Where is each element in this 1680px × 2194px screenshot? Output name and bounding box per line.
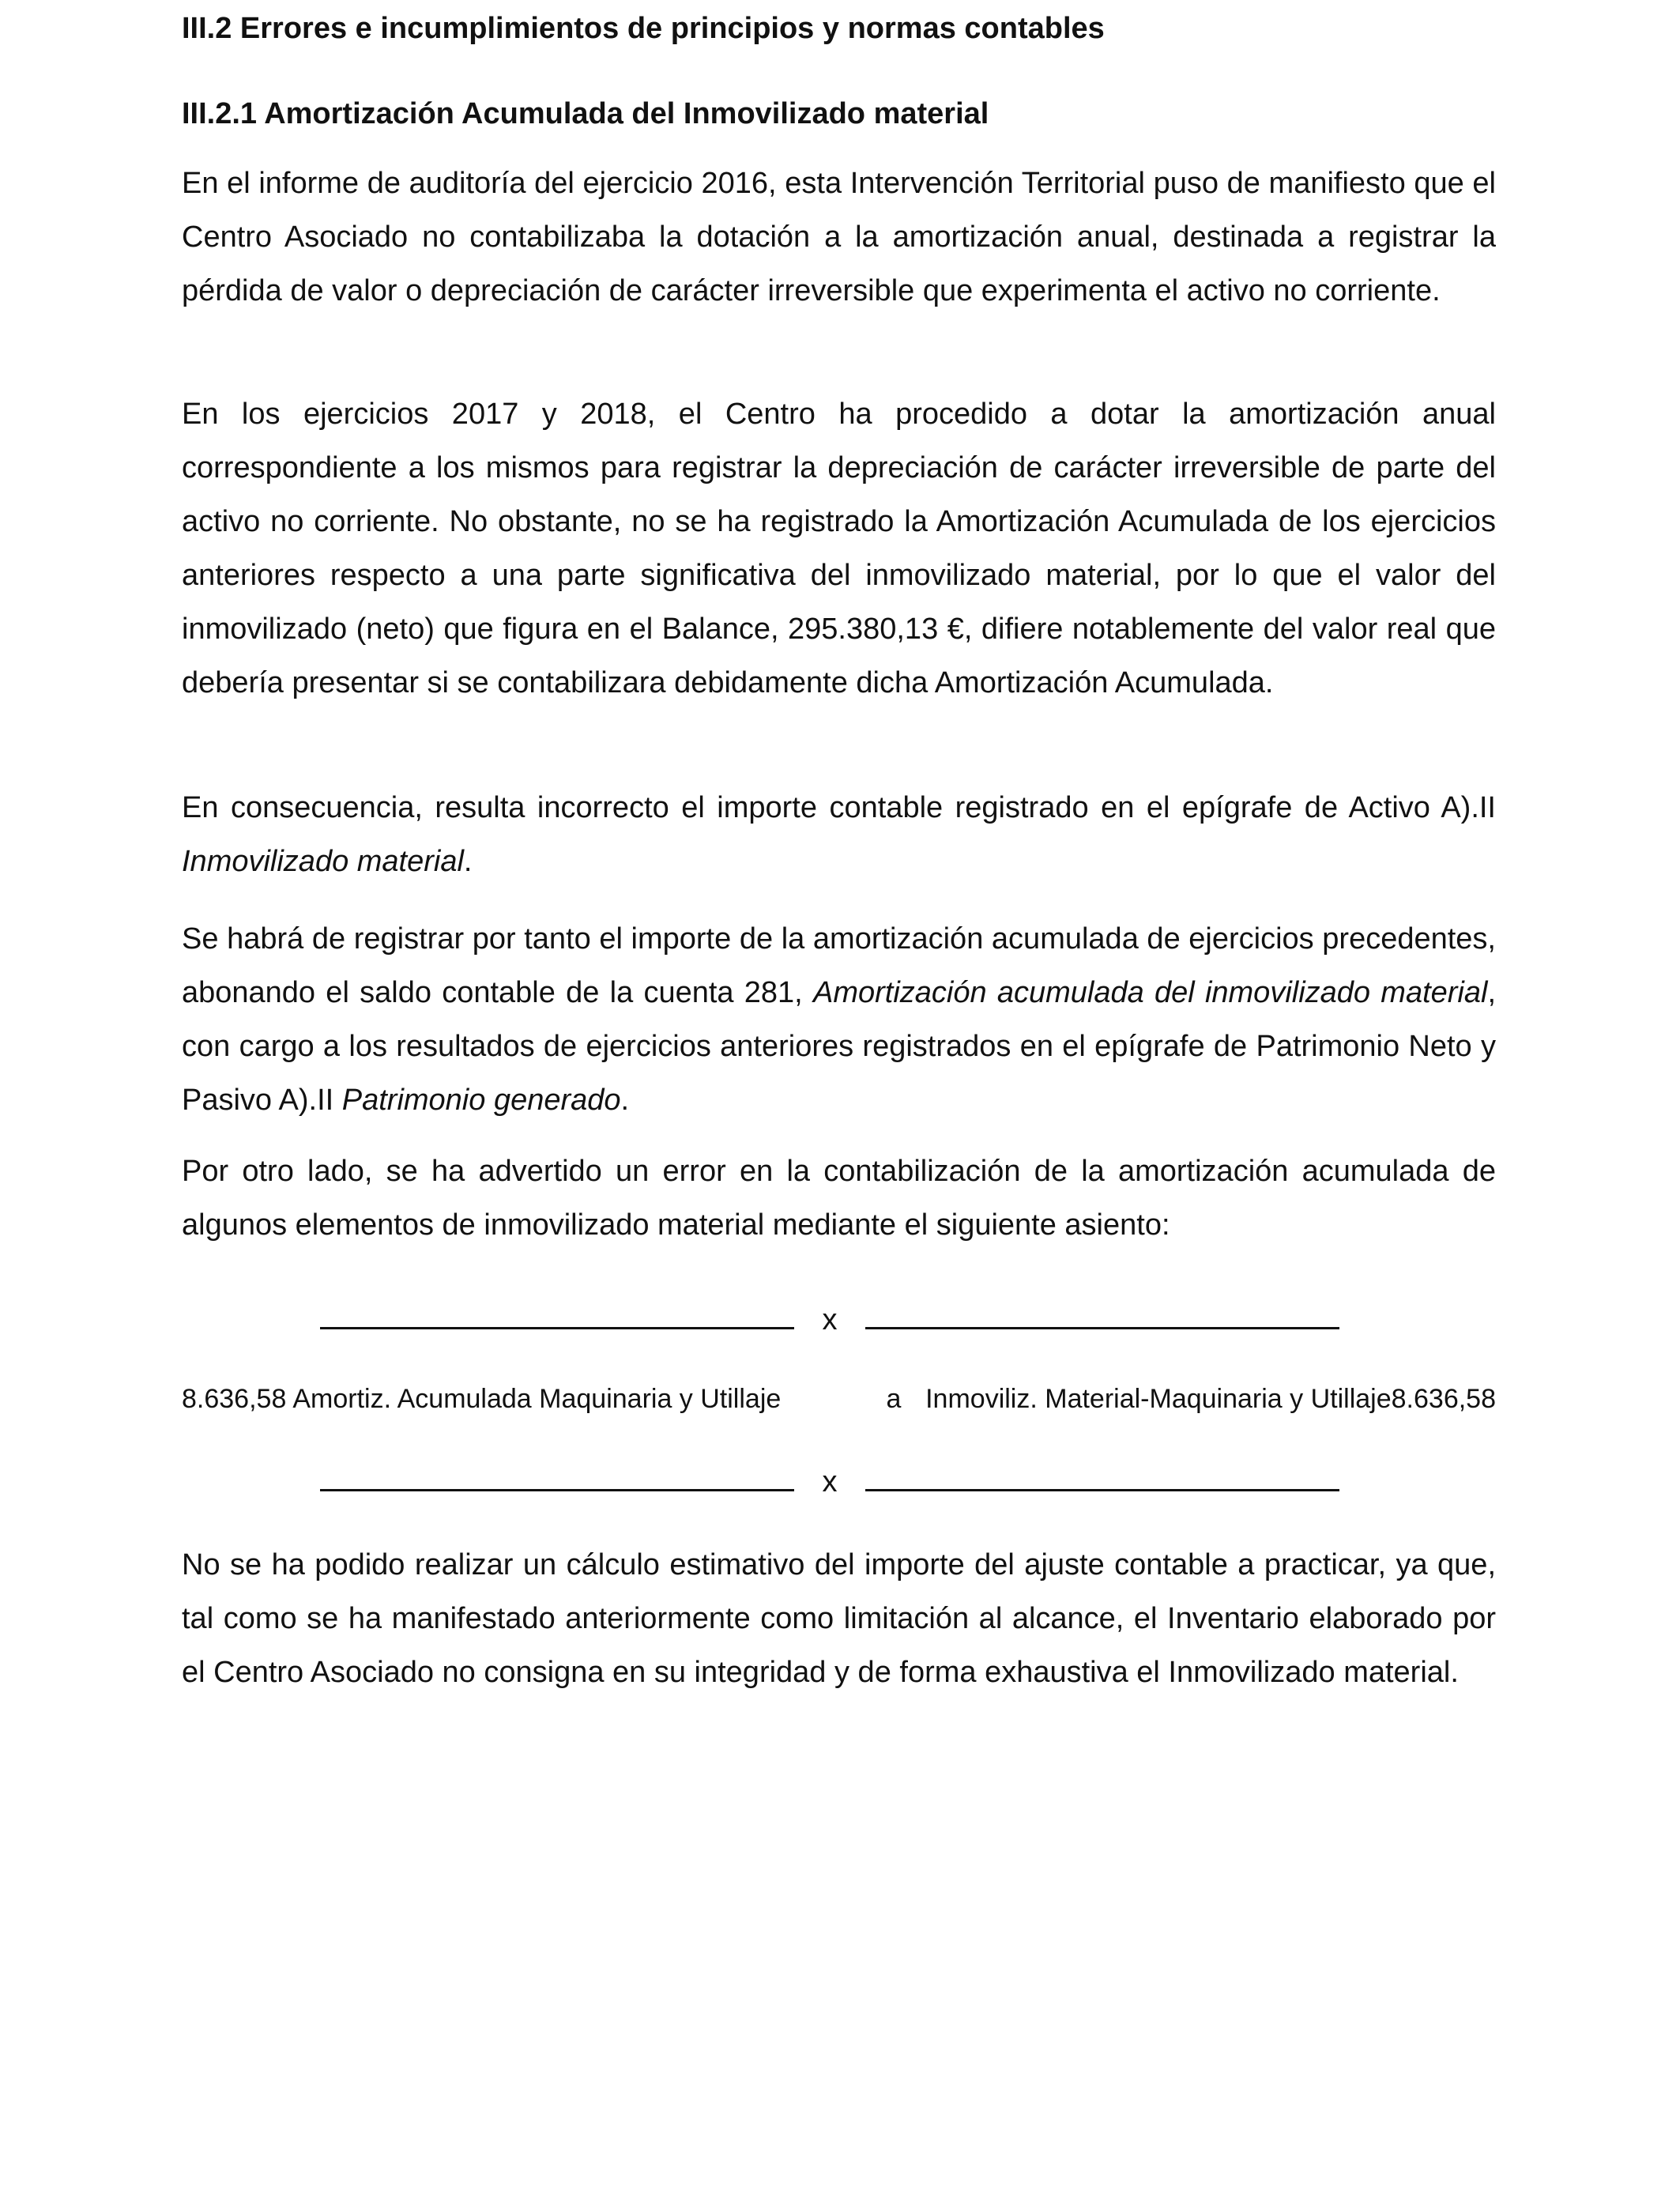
paragraph-registration xyxy=(182,912,1496,1127)
entry-connector: a xyxy=(886,1384,902,1414)
paragraph-registration-text-1: Se habrá de registrar por tanto el importe de la amortización acumulada de ejercicios precedentes, abonando el saldo contable de la cuenta 281, xyxy=(182,922,1496,1009)
paragraph-audit-2016: En el informe de auditoría del ejercicio 2016, esta Intervención Territorial puso de manifiesto que el Centro Asociado no contabilizaba la dotación a la amortización anual, destinada a registrar la pérdida de valor o depreciación de carácter irreversible que experimenta el activo no corriente. xyxy=(182,167,1496,307)
separator-line-left xyxy=(320,1327,794,1329)
journal-separator-top xyxy=(320,1296,1339,1336)
credit-amount: 8.636,58 xyxy=(1391,1384,1496,1414)
paragraph-consequence-italic: Inmovilizado material xyxy=(182,845,464,878)
separator-mark: x xyxy=(822,1465,838,1498)
credit-account: Inmoviliz. Material-Maquinaria y Utillaje xyxy=(925,1384,1392,1414)
paragraph-registration-text-2: , con cargo a los resultados de ejercicios anteriores registrados en el epígrafe de Patrimonio Neto y Pasivo A).II xyxy=(182,976,1496,1117)
subsection-heading: III.2.1 Amortización Acumulada del Inmovilizado material xyxy=(182,97,989,130)
debit-account: Amortiz. Acumulada Maquinaria y Utillaje xyxy=(292,1384,782,1414)
paragraph-exercises-2017-2018: En los ejercicios 2017 y 2018, el Centro ha procedido a dotar la amortización anual correspondiente a los mismos para registrar la depreciación de carácter irreversible de parte del activo no corriente. No obstante, no se ha registrado la Amortización Acumulada de los ejercicios anteriores respecto a una parte significativa del inmovilizado material, por lo que el valor del inmovilizado (neto) que figura en el Balance, 295.380,13 €, difiere notablemente del valor real que debería presentar si se contabilizara debidamente dicha Amortización Acumulada. xyxy=(182,398,1496,699)
separator-line-right xyxy=(865,1489,1339,1491)
separator-line-right xyxy=(865,1327,1339,1329)
separator-mark: x xyxy=(822,1303,838,1336)
separator-line-left xyxy=(320,1489,794,1491)
paragraph-consequence xyxy=(182,781,1496,888)
paragraph-consequence-text: En consecuencia, resulta incorrecto el importe contable registrado en el epígrafe de Activo A).II xyxy=(182,791,1496,824)
paragraph-error-entry: Por otro lado, se ha advertido un error en la contabilización de la amortización acumulada de algunos elementos de inmovilizado material mediante el siguiente asiento: xyxy=(182,1155,1496,1242)
paragraph-estimate-limitation: No se ha podido realizar un cálculo estimativo del importe del ajuste contable a practicar, ya que, tal como se ha manifestado anteriormente como limitación al alcance, el Inventario elaborado por el Centro Asociado no consigna en su integridad y de forma exhaustiva el Inmovilizado material. xyxy=(182,1548,1496,1689)
section-heading: III.2 Errores e incumplimientos de principios y normas contables xyxy=(182,12,1105,45)
paragraph-registration-italic-1: Amortización acumulada del inmovilizado material xyxy=(812,976,1488,1009)
paragraph-registration-end: . xyxy=(620,1084,630,1117)
journal-separator-bottom xyxy=(320,1458,1339,1498)
paragraph-consequence-end: . xyxy=(463,845,473,878)
journal-entry-row xyxy=(182,1382,1496,1416)
paragraph-registration-italic-2: Patrimonio generado xyxy=(341,1084,621,1117)
debit-amount: 8.636,58 xyxy=(182,1384,287,1414)
